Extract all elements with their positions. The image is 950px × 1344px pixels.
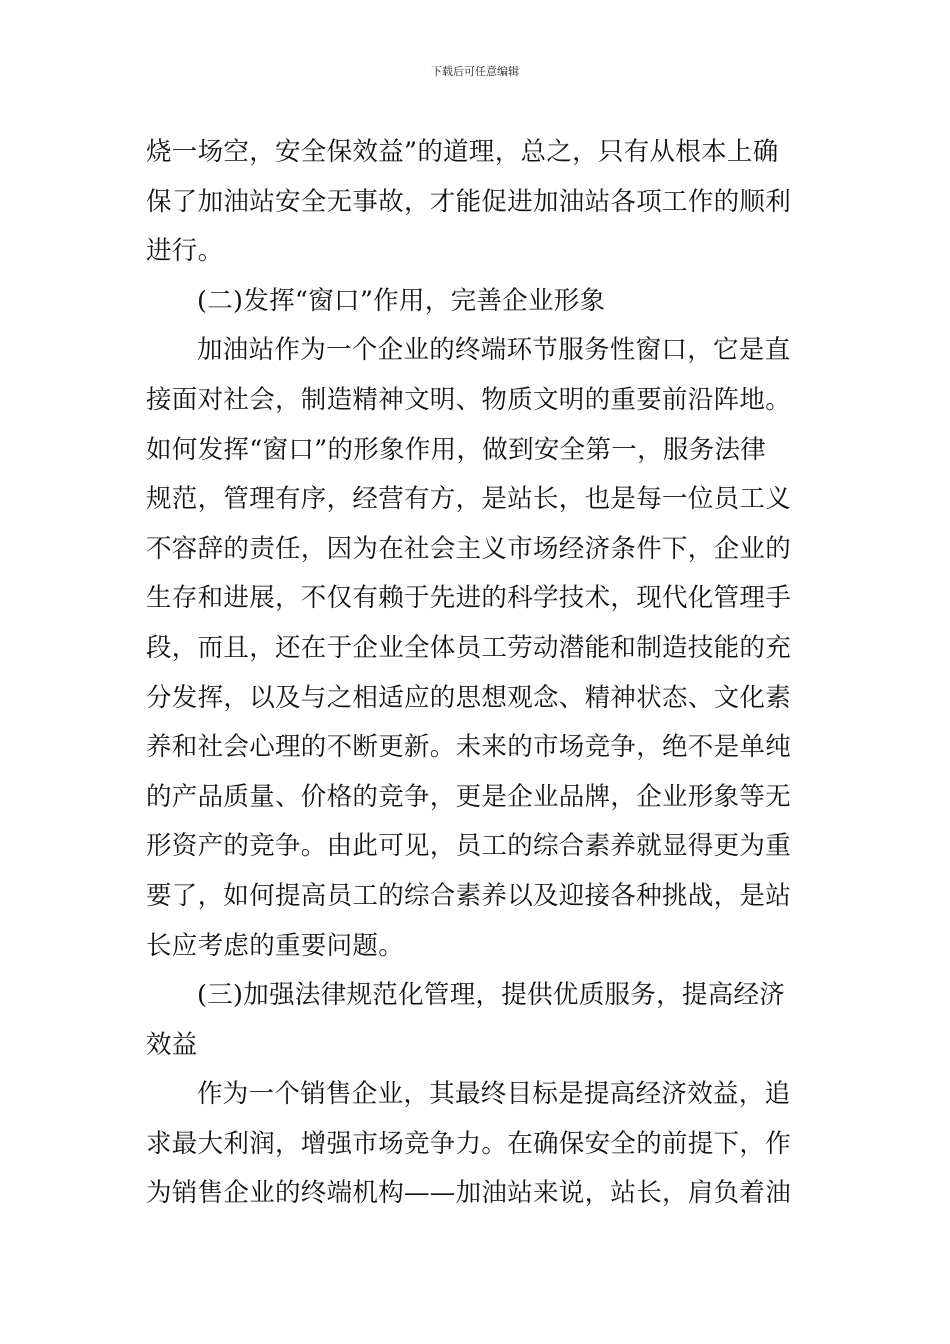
text-line: 作为一个销售企业，其最终目标是提高经济效益，追 [197, 1079, 791, 1110]
text-line: 进行。 [146, 236, 224, 267]
section-heading-3-continued: 效益 [146, 1029, 198, 1060]
text-line: 要了，如何提高员工的综合素养以及迎接各种挑战，是站 [146, 880, 792, 911]
text-line: 如何发挥“窗口”的形象作用，做到安全第一，服务法律 [146, 434, 767, 465]
document-body [146, 128, 806, 1219]
text-line: 保了加油站安全无事故，才能促进加油站各项工作的顺利 [146, 186, 792, 217]
text-line: 长应考虑的重要问题。 [146, 930, 405, 961]
text-line: 求最大利润，增强市场竞争力。在确保安全的前提下，作 [146, 1128, 792, 1159]
text-line: 段，而且，还在于企业全体员工劳动潜能和制造技能的充 [146, 632, 792, 663]
section-heading-2: (二)发挥“窗口”作用，完善企业形象 [197, 285, 606, 316]
text-line: 不容辞的责任，因为在社会主义市场经济条件下，企业的 [146, 533, 792, 564]
text-line: 接面对社会，制造精神文明、物质文明的重要前沿阵地。 [146, 384, 792, 415]
text-line: 的产品质量、价格的竞争，更是企业品牌，企业形象等无 [146, 781, 792, 812]
text-line: 加油站作为一个企业的终端环节服务性窗口，它是直 [197, 335, 791, 366]
text-line: 生存和进展，不仅有赖于先进的科学技术，现代化管理手 [146, 583, 792, 614]
text-line: 养和社会心理的不断更新。未来的市场竞争，绝不是单纯 [146, 732, 792, 763]
text-line: 分发挥，以及与之相适应的思想观念、精神状态、文化素 [146, 682, 792, 713]
section-heading-3: (三)加强法律规范化管理，提供优质服务，提高经济 [197, 980, 786, 1011]
text-line: 烧一场空，安全保效益”的道理，总之，只有从根本上确 [146, 137, 779, 167]
page-header: 下载后可任意编辑 [431, 65, 519, 78]
text-line: 规范，管理有序，经营有方，是站长，也是每一位员工义 [146, 484, 792, 515]
text-line: 为销售企业的终端机构——加油站来说，站长，肩负着油 [146, 1178, 792, 1209]
text-line: 形资产的竞争。由此可见，员工的综合素养就显得更为重 [146, 831, 792, 862]
